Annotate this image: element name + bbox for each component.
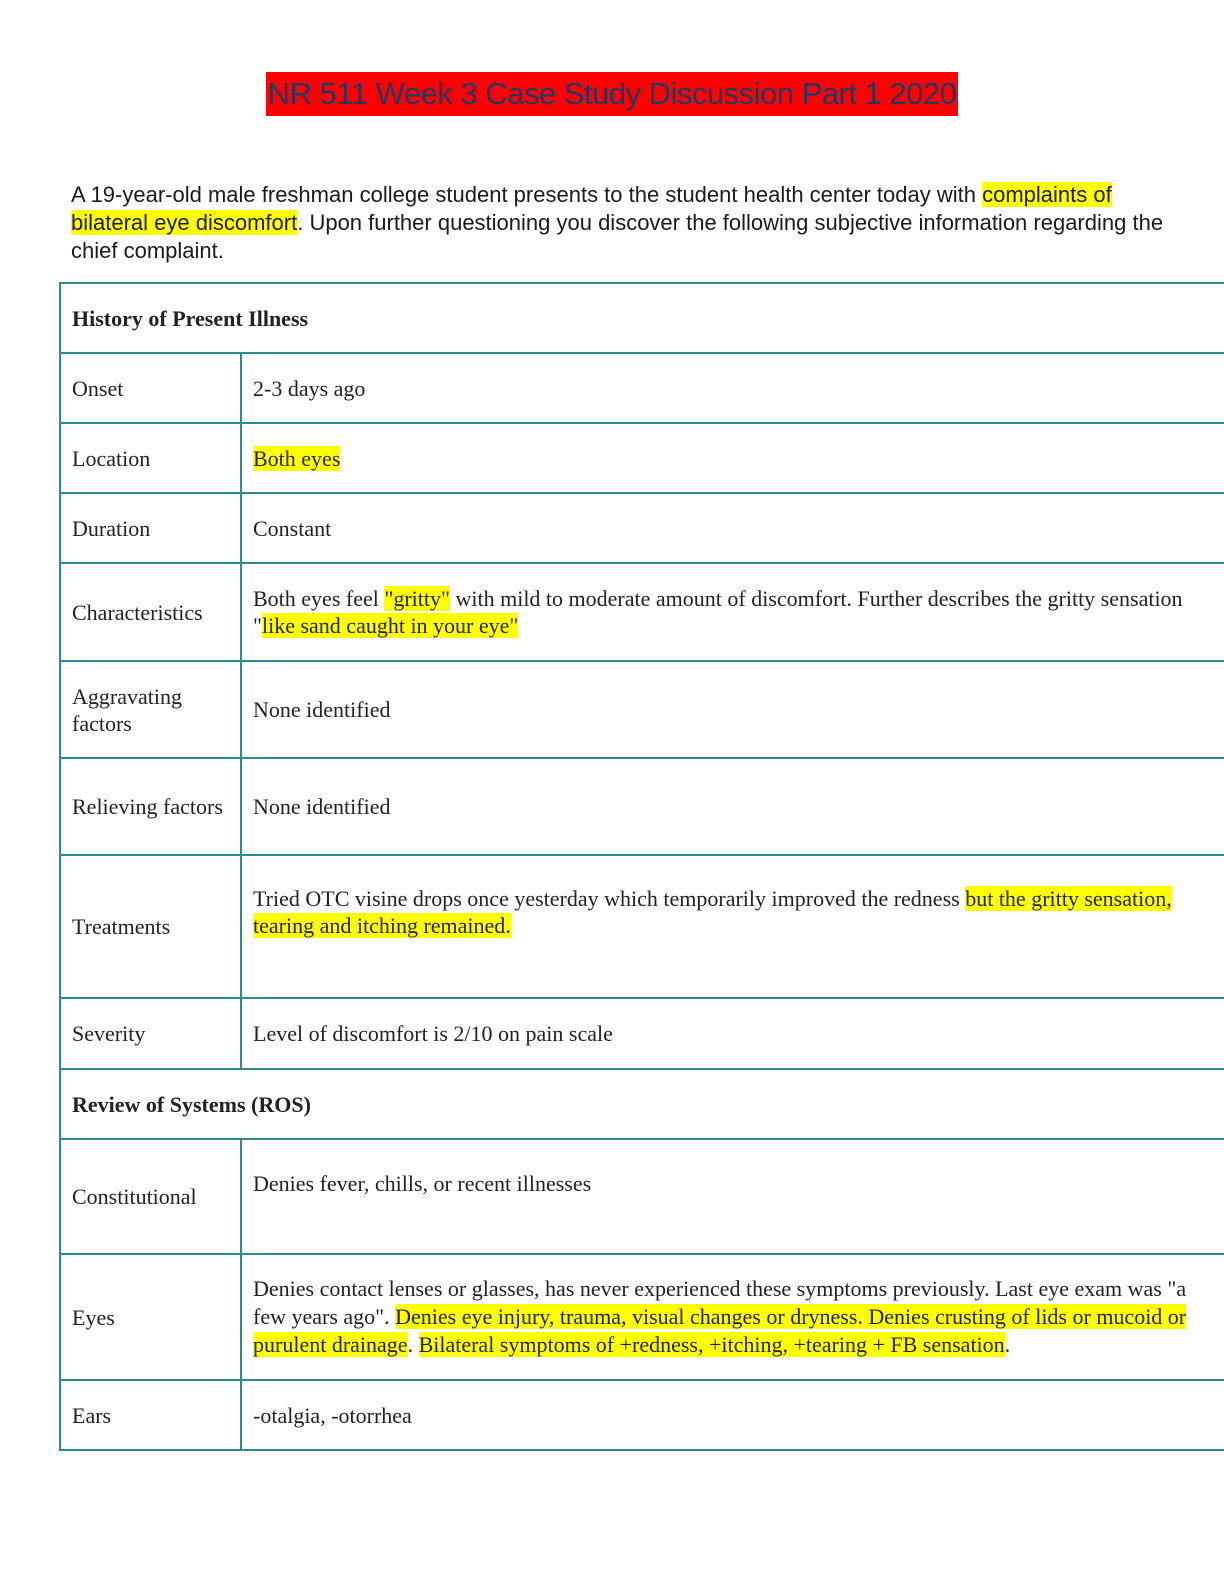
characteristics-highlight-1: "gritty" <box>384 586 450 611</box>
table-row-constitutional <box>60 1139 1224 1254</box>
characteristics-text-2: with mild to moderate amount of discomfort. Further describes the gritty sensation " <box>253 586 1183 638</box>
table-row-characteristics <box>60 563 1224 661</box>
value-eyes <box>241 1254 1224 1380</box>
label-relieving: Relieving factors <box>60 758 241 855</box>
label-onset: Onset <box>60 353 241 423</box>
value-location <box>241 423 1224 493</box>
page-title: NR 511 Week 3 Case Study Discussion Part 1 2020 <box>266 72 959 116</box>
table-row-duration <box>60 493 1224 563</box>
table-row-location <box>60 423 1224 493</box>
value-ears: -otalgia, -otorrhea <box>241 1380 1224 1450</box>
label-characteristics: Characteristics <box>60 563 241 661</box>
title-wrap <box>0 72 1224 116</box>
characteristics-text-1: Both eyes feel <box>253 586 385 611</box>
section-heading-hpi: History of Present Illness <box>60 283 1224 353</box>
treatments-text-1: Tried OTC visine drops once yesterday which temporarily improved the redness <box>253 886 966 911</box>
label-aggravating: Aggravating factors <box>60 661 241 758</box>
value-characteristics <box>241 563 1224 661</box>
treatments-highlight-1: but the gritty sensation, tearing and itching remained. <box>253 886 1172 938</box>
table-row-onset <box>60 353 1224 423</box>
label-treatments: Treatments <box>60 855 241 998</box>
eyes-highlight-2: Bilateral symptoms of +redness, +itching, +tearing + FB sensation <box>418 1332 1005 1357</box>
eyes-highlight-1: Denies eye injury, trauma, visual changes or dryness. Denies crusting of lids or mucoid or purulent drainage <box>253 1304 1187 1357</box>
section-heading-ros: Review of Systems (ROS) <box>60 1069 1224 1139</box>
label-severity: Severity <box>60 998 241 1069</box>
value-relieving: None identified <box>241 758 1224 855</box>
table-row-aggravating <box>60 661 1224 758</box>
table-row-relieving <box>60 758 1224 855</box>
intro-paragraph <box>71 181 1171 265</box>
case-table <box>59 282 1224 1451</box>
value-severity: Level of discomfort is 2/10 on pain scale <box>241 998 1224 1069</box>
value-treatments <box>241 855 1224 998</box>
value-onset: 2-3 days ago <box>241 353 1224 423</box>
value-location-highlight: Both eyes <box>253 445 341 471</box>
label-duration: Duration <box>60 493 241 563</box>
intro-text-2: . Upon further questioning you discover the following subjective information regarding the chief complaint. <box>71 210 1164 263</box>
label-ears: Ears <box>60 1380 241 1450</box>
table-row-ears <box>60 1380 1224 1450</box>
intro-text-1: A 19-year-old male freshman college student presents to the student health center today with <box>71 182 983 207</box>
section-row-ros <box>60 1069 1224 1139</box>
table-row-severity <box>60 998 1224 1069</box>
label-eyes: Eyes <box>60 1254 241 1380</box>
characteristics-highlight-2: like sand caught in your eye" <box>261 613 519 638</box>
label-location: Location <box>60 423 241 493</box>
intro-highlight: complaints of bilateral eye discomfort <box>71 182 1112 235</box>
eyes-text-3: . <box>1004 1332 1011 1357</box>
label-constitutional: Constitutional <box>60 1139 241 1254</box>
table-row-treatments <box>60 855 1224 998</box>
value-constitutional: Denies fever, chills, or recent illnesses <box>241 1139 1224 1254</box>
value-duration: Constant <box>241 493 1224 563</box>
value-aggravating: None identified <box>241 661 1224 758</box>
section-row-hpi <box>60 283 1224 353</box>
eyes-text-2: . <box>407 1332 419 1357</box>
table-row-eyes <box>60 1254 1224 1380</box>
eyes-text-1: Denies contact lenses or glasses, has never experienced these symptoms previously. Last eye exam was "a few years ago". <box>253 1276 1187 1329</box>
